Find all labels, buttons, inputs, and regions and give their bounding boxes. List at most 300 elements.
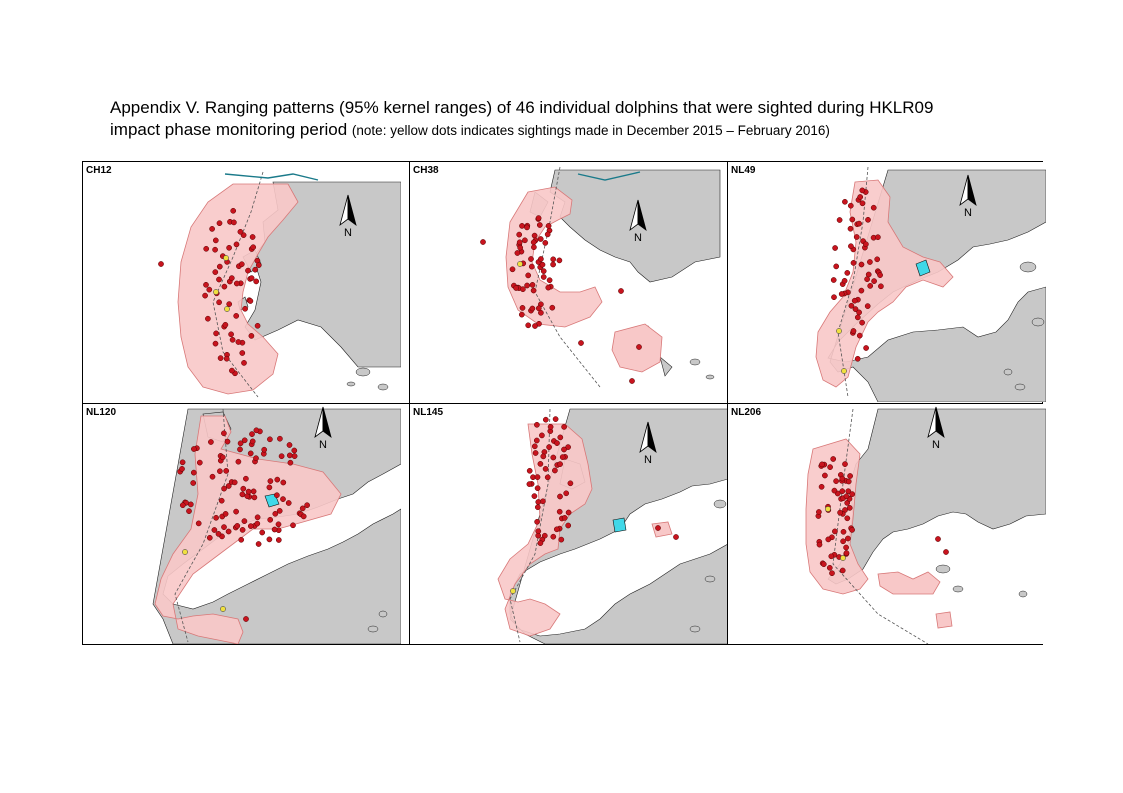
sighting-dot	[208, 439, 213, 444]
kernel-range	[652, 522, 672, 537]
sighting-dot	[528, 256, 533, 261]
sighting-dot	[543, 417, 548, 422]
sighting-dot	[515, 250, 520, 255]
sighting-dot	[204, 246, 209, 251]
sighting-dot	[237, 447, 242, 452]
sighting-dot	[224, 468, 229, 473]
sighting-dot	[867, 259, 872, 264]
sighting-dot	[236, 339, 241, 344]
sighting-dot	[243, 616, 248, 621]
island	[936, 565, 950, 573]
sighting-dot	[286, 500, 291, 505]
sighting-dot	[817, 542, 822, 547]
island	[356, 368, 370, 376]
recent-sighting-dot	[182, 549, 187, 554]
sighting-dot	[865, 217, 870, 222]
sighting-dot	[254, 428, 259, 433]
sighting-dot	[239, 262, 244, 267]
sighting-dot	[831, 277, 836, 282]
sighting-dot	[267, 485, 272, 490]
bridge-alignment	[225, 174, 318, 180]
sighting-dot	[234, 281, 239, 286]
sighting-dot	[557, 494, 562, 499]
sighting-dot	[217, 300, 222, 305]
sighting-dot	[240, 492, 245, 497]
sighting-dot	[179, 466, 184, 471]
sighting-dot	[301, 514, 306, 519]
sighting-dot	[525, 283, 530, 288]
sighting-dot	[249, 432, 254, 437]
sighting-dot	[274, 493, 279, 498]
sighting-dot	[838, 510, 843, 515]
sighting-dot	[213, 238, 218, 243]
sighting-dot	[260, 530, 265, 535]
sighting-dot	[217, 469, 222, 474]
sighting-dot	[231, 208, 236, 213]
sighting-dot	[845, 536, 850, 541]
island	[347, 382, 355, 386]
sighting-dot	[238, 229, 243, 234]
sighting-dot	[231, 220, 236, 225]
sighting-dot	[267, 537, 272, 542]
sighting-dot	[245, 268, 250, 273]
sighting-dot	[188, 502, 193, 507]
sighting-dot	[863, 242, 868, 247]
sighting-dot	[519, 223, 524, 228]
sighting-dot	[828, 465, 833, 470]
sighting-dot	[249, 333, 254, 338]
sighting-dot	[218, 356, 223, 361]
sighting-dot	[243, 306, 248, 311]
sighting-dot	[210, 226, 215, 231]
sighting-dot	[275, 477, 280, 482]
sighting-dot	[514, 285, 519, 290]
panel-label: NL49	[731, 165, 756, 176]
sighting-dot	[558, 435, 563, 440]
sighting-dot	[827, 565, 832, 570]
sighting-dot	[220, 455, 225, 460]
sighting-dot	[629, 378, 634, 383]
sighting-dot	[636, 344, 641, 349]
sighting-dot	[221, 431, 226, 436]
sighting-dot	[276, 522, 281, 527]
recent-sighting-dot	[825, 506, 830, 511]
sighting-dot	[545, 232, 550, 237]
map-canvas	[410, 162, 728, 402]
sighting-dot	[255, 521, 260, 526]
sighting-dot	[248, 451, 253, 456]
sighting-dot	[235, 523, 240, 528]
sighting-dot	[540, 499, 545, 504]
sighting-dot	[236, 459, 241, 464]
sighting-dot	[840, 568, 845, 573]
sighting-dot	[831, 456, 836, 461]
sighting-dot	[180, 460, 185, 465]
sighting-dot	[845, 516, 850, 521]
sighting-dot	[865, 277, 870, 282]
island	[690, 359, 700, 365]
north-label: N	[932, 439, 940, 451]
sighting-dot	[207, 535, 212, 540]
sighting-dot	[547, 278, 552, 283]
sighting-dot	[551, 534, 556, 539]
sighting-dot	[256, 541, 261, 546]
sighting-dot	[536, 529, 541, 534]
sighting-dot	[840, 489, 845, 494]
sighting-dot	[250, 439, 255, 444]
recent-sighting-dot	[223, 255, 228, 260]
map-panel-nl206	[728, 404, 1046, 644]
sighting-dot	[532, 444, 537, 449]
sighting-dot	[860, 188, 865, 193]
sighting-dot	[541, 274, 546, 279]
island	[1019, 591, 1027, 597]
north-label: N	[634, 232, 642, 244]
sighting-dot	[216, 531, 221, 536]
island	[706, 375, 714, 379]
sighting-dot	[212, 527, 217, 532]
sighting-dot	[227, 302, 232, 307]
map-panel-ch12	[83, 162, 401, 402]
sighting-dot	[857, 333, 862, 338]
sighting-dot	[292, 448, 297, 453]
north-label: N	[964, 207, 972, 219]
sighting-dot	[232, 480, 237, 485]
sighting-dot	[222, 284, 227, 289]
sighting-dot	[158, 261, 163, 266]
sighting-dot	[550, 305, 555, 310]
sighting-dot	[821, 562, 826, 567]
sighting-dot	[541, 454, 546, 459]
map-panel-nl49	[728, 162, 1046, 402]
sighting-dot	[239, 537, 244, 542]
sighting-dot	[279, 454, 284, 459]
sighting-dot	[224, 356, 229, 361]
sighting-dot	[191, 480, 196, 485]
sighting-dot	[860, 320, 865, 325]
sighting-dot	[229, 368, 234, 373]
sighting-dot	[230, 337, 235, 342]
sighting-dot	[535, 486, 540, 491]
sighting-dot	[530, 282, 535, 287]
island	[379, 611, 387, 617]
island	[1015, 384, 1025, 390]
sighting-dot	[535, 519, 540, 524]
sighting-dot	[196, 521, 201, 526]
sighting-dot	[618, 288, 623, 293]
sighting-dot	[553, 417, 558, 422]
sighting-dot	[842, 462, 847, 467]
panel-label: NL206	[731, 407, 762, 418]
sighting-dot	[833, 245, 838, 250]
sighting-dot	[287, 453, 292, 458]
sighting-dot	[526, 323, 531, 328]
sighting-dot	[568, 481, 573, 486]
sighting-dot	[859, 288, 864, 293]
sighting-dot	[834, 479, 839, 484]
sighting-dot	[871, 205, 876, 210]
sighting-dot	[826, 537, 831, 542]
sighting-dot	[857, 310, 862, 315]
sighting-dot	[562, 424, 567, 429]
sighting-dot	[216, 277, 221, 282]
sighting-dot	[229, 276, 234, 281]
sighting-dot	[210, 474, 215, 479]
sighting-dot	[559, 537, 564, 542]
sighting-dot	[537, 222, 542, 227]
sighting-dot	[844, 545, 849, 550]
sighting-dot	[253, 456, 258, 461]
recent-sighting-dot	[213, 289, 218, 294]
landmass	[828, 409, 1046, 584]
sighting-dot	[531, 288, 536, 293]
sighting-dot	[186, 509, 191, 514]
sighting-dot	[540, 262, 545, 267]
sighting-dot	[256, 263, 261, 268]
sighting-dot	[287, 442, 292, 447]
sighting-dot	[872, 279, 877, 284]
sighting-dot	[207, 287, 212, 292]
map-canvas	[728, 404, 1046, 644]
sighting-dot	[546, 285, 551, 290]
sighting-dot	[842, 199, 847, 204]
sighting-dot	[229, 332, 234, 337]
sighting-dot	[578, 340, 583, 345]
sighting-dot	[522, 238, 527, 243]
sighting-dot	[536, 306, 541, 311]
sighting-dot	[517, 240, 522, 245]
sighting-dot	[832, 529, 837, 534]
sighting-dot	[197, 460, 202, 465]
sighting-dot	[864, 345, 869, 350]
sighting-dot	[547, 445, 552, 450]
sighting-dot	[234, 242, 239, 247]
island	[1032, 318, 1044, 326]
sighting-dot	[847, 505, 852, 510]
sighting-dot	[561, 447, 566, 452]
sighting-dot	[859, 262, 864, 267]
sighting-dot	[225, 439, 230, 444]
sighting-dot	[480, 239, 485, 244]
recent-sighting-dot	[841, 368, 846, 373]
sighting-dot	[518, 245, 523, 250]
sighting-dot	[520, 287, 525, 292]
sighting-dot	[191, 446, 196, 451]
sighting-dot	[554, 527, 559, 532]
sighting-dot	[875, 257, 880, 262]
sighting-dot	[267, 437, 272, 442]
map-canvas	[83, 404, 401, 644]
island	[953, 586, 963, 592]
sighting-dot	[280, 497, 285, 502]
recent-sighting-dot	[510, 588, 515, 593]
sighting-dot	[541, 269, 546, 274]
sighting-dot	[538, 541, 543, 546]
sighting-dot	[240, 527, 245, 532]
sighting-dot	[262, 447, 267, 452]
sighting-dot	[848, 244, 853, 249]
island	[1020, 262, 1036, 272]
sighting-dot	[878, 284, 883, 289]
sighting-dot	[858, 194, 863, 199]
sighting-dot	[219, 498, 224, 503]
map-canvas	[728, 162, 1046, 402]
sighting-dot	[844, 551, 849, 556]
sighting-dot	[268, 479, 273, 484]
sighting-dot	[226, 529, 231, 534]
panel-label: CH12	[86, 165, 112, 176]
sighting-dot	[532, 323, 537, 328]
island	[1004, 369, 1012, 375]
sighting-dot	[241, 360, 246, 365]
sighting-dot	[844, 494, 849, 499]
sighting-dot	[673, 534, 678, 539]
caption-main: impact phase monitoring period	[110, 120, 348, 139]
sighting-dot	[222, 486, 227, 491]
sighting-dot	[281, 480, 286, 485]
sighting-dot	[566, 523, 571, 528]
sighting-dot	[566, 510, 571, 515]
sighting-dot	[223, 322, 228, 327]
sighting-dot	[254, 279, 259, 284]
recent-sighting-dot	[224, 306, 229, 311]
sighting-dot	[878, 273, 883, 278]
sighting-dot	[548, 424, 553, 429]
map-panel-nl120	[83, 404, 401, 644]
sighting-dot	[852, 298, 857, 303]
map-canvas	[410, 404, 728, 644]
sighting-dot	[845, 270, 850, 275]
sighting-dot	[292, 454, 297, 459]
sighting-dot	[217, 264, 222, 269]
sighting-dot	[535, 475, 540, 480]
sighting-dot	[243, 476, 248, 481]
recent-sighting-dot	[836, 328, 841, 333]
sighting-dot	[551, 257, 556, 262]
map-panel-nl145	[410, 404, 728, 644]
sighting-dot	[868, 283, 873, 288]
sighting-dot	[242, 519, 247, 524]
sighting-dot	[831, 295, 836, 300]
sighting-dot	[562, 515, 567, 520]
sighting-dot	[250, 234, 255, 239]
sighting-dot	[851, 328, 856, 333]
sighting-dot	[850, 217, 855, 222]
sighting-dot	[246, 489, 251, 494]
sighting-dot	[240, 350, 245, 355]
sighting-dot	[534, 438, 539, 443]
sighting-dot	[203, 293, 208, 298]
landmass	[660, 357, 672, 376]
sighting-dot	[840, 476, 845, 481]
sighting-dot	[558, 462, 563, 467]
sighting-dot	[848, 473, 853, 478]
sighting-dot	[213, 341, 218, 346]
sighting-dot	[524, 225, 529, 230]
sighting-dot	[203, 282, 208, 287]
sighting-dot	[943, 549, 948, 554]
island	[690, 626, 700, 632]
sighting-dot	[819, 462, 824, 467]
sighting-dot	[268, 517, 273, 522]
sighting-dot	[839, 291, 844, 296]
sighting-dot	[539, 433, 544, 438]
sighting-dot	[234, 313, 239, 318]
sighting-dot	[288, 460, 293, 465]
sighting-dot	[223, 511, 228, 516]
map-canvas	[83, 162, 401, 402]
sighting-dot	[842, 278, 847, 283]
sighting-dot	[290, 523, 295, 528]
caption-note: (note: yellow dots indicates sightings made in December 2015 – February 2016)	[351, 123, 830, 138]
recent-sighting-dot	[840, 555, 845, 560]
sighting-dot	[517, 232, 522, 237]
sighting-dot	[829, 554, 834, 559]
sighting-dot	[546, 223, 551, 228]
island	[714, 500, 726, 508]
sighting-dot	[531, 245, 536, 250]
sighting-dot	[249, 276, 254, 281]
sighting-dot	[277, 508, 282, 513]
sighting-dot	[822, 473, 827, 478]
sighting-dot	[191, 470, 196, 475]
sighting-dot	[554, 441, 559, 446]
sighting-dot	[849, 303, 854, 308]
north-label: N	[344, 227, 352, 239]
sighting-dot	[242, 438, 247, 443]
sighting-dot	[564, 491, 569, 496]
sighting-dot	[276, 537, 281, 542]
sighting-dot	[543, 466, 548, 471]
sighting-dot	[520, 305, 525, 310]
sighting-dot	[217, 221, 222, 226]
sighting-dot	[935, 536, 940, 541]
sighting-dot	[543, 240, 548, 245]
sighting-dot	[841, 529, 846, 534]
sighting-dot	[533, 450, 538, 455]
sighting-dot	[851, 260, 856, 265]
sighting-dot	[214, 331, 219, 336]
island	[368, 626, 378, 632]
island	[378, 384, 388, 390]
sighting-dot	[227, 245, 232, 250]
sighting-dot	[300, 506, 305, 511]
reclamation-area	[613, 518, 626, 532]
sighting-dot	[305, 503, 310, 508]
sighting-dot	[875, 235, 880, 240]
sighting-dot	[277, 436, 282, 441]
sighting-dot	[848, 203, 853, 208]
sighting-dot	[560, 455, 565, 460]
sighting-dot	[819, 484, 824, 489]
sighting-dot	[855, 356, 860, 361]
sighting-dot	[248, 524, 253, 529]
caption-line-2	[110, 119, 1070, 142]
sighting-dot	[531, 240, 536, 245]
sighting-dot	[519, 312, 524, 317]
sighting-dot	[213, 247, 218, 252]
sighting-dot	[834, 264, 839, 269]
map-grid	[82, 161, 1043, 645]
sighting-dot	[545, 475, 550, 480]
sighting-dot	[532, 233, 537, 238]
sighting-dot	[527, 482, 532, 487]
sighting-dot	[551, 262, 556, 267]
sighting-dot	[255, 515, 260, 520]
sighting-dot	[538, 461, 543, 466]
sighting-dot	[214, 515, 219, 520]
sighting-dot	[829, 571, 834, 576]
